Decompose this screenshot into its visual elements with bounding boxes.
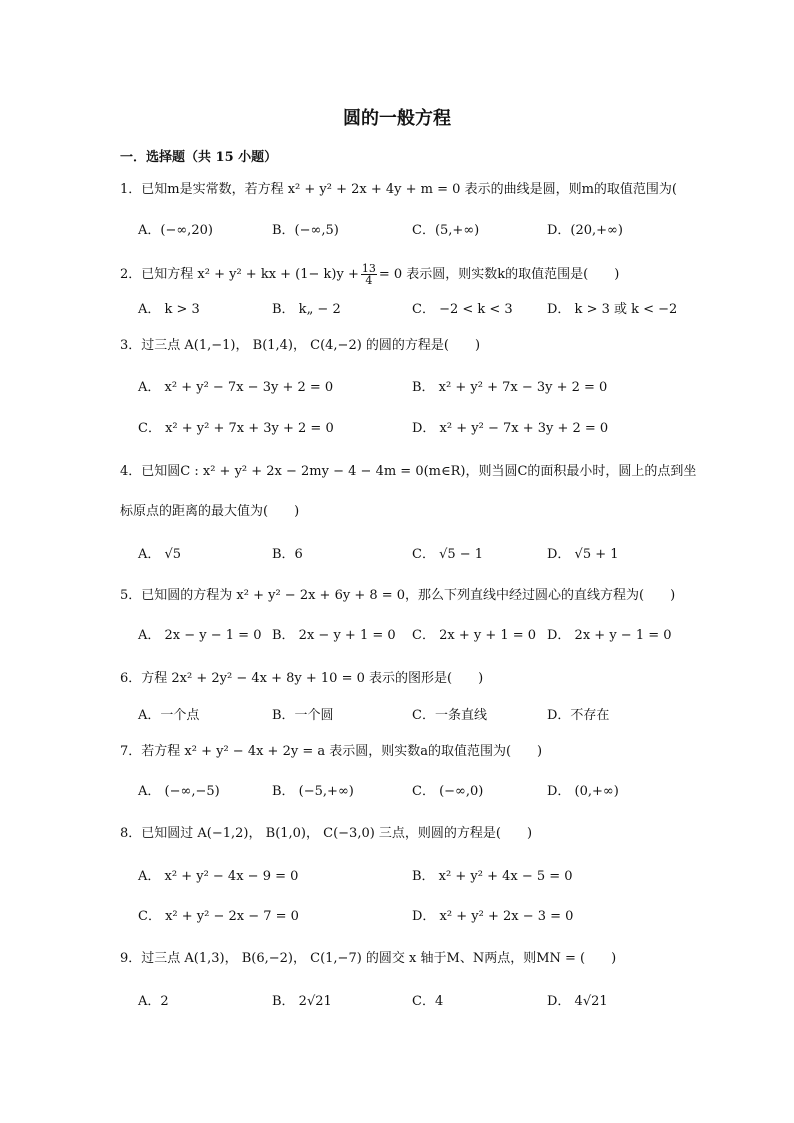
- question-8-option-b: B． x² + y² + 4x − 5 = 0: [412, 869, 573, 884]
- question-3-option-d: D． x² + y² − 7x + 3y + 2 = 0: [412, 421, 609, 436]
- question-5-option-d: D． 2x + y − 1 = 0: [547, 628, 672, 643]
- question-5-option-c: C． 2x + y + 1 = 0: [412, 628, 537, 643]
- question-7-option-a: A． (−∞,−5): [138, 784, 220, 799]
- fraction: [361, 263, 377, 286]
- question-6-option-a: A．一个点: [138, 708, 200, 723]
- fraction-denominator: 4: [365, 274, 373, 287]
- question-2-option-c: C． −2 < k < 3: [412, 302, 513, 317]
- question-3-stem: 3．过三点 A(1,−1)， B(1,4)， C(4,−2) 的圆的方程是( ): [120, 338, 481, 353]
- question-9-stem: 9．过三点 A(1,3)， B(6,−2)， C(1,−7) 的圆交 x 轴于M、N两点，则MN = ( ): [120, 951, 617, 966]
- question-4-stem: 4．已知圆C : x² + y² + 2x − 2my − 4 − 4m = 0(m∈R)，则当圆C的面积最小时，圆上的点到坐: [120, 464, 697, 479]
- question-1-stem: 1．已知m是实常数，若方程 x² + y² + 2x + 4y + m = 0 表示的曲线是圆，则m的取值范围为(: [120, 182, 677, 197]
- question-4-option-a: A． √5: [138, 547, 182, 562]
- question-5-option-b: B． 2x − y + 1 = 0: [272, 628, 396, 643]
- section-heading: 一．选择题（共 15 小题）: [120, 150, 278, 165]
- question-1-option-b: B．(−∞,5): [272, 223, 339, 238]
- question-2-stem-part-a: 2．已知方程 x² + y² + kx + (1− k)y +: [120, 267, 359, 282]
- question-7-option-c: C． (−∞,0): [412, 784, 484, 799]
- question-9-option-a: A．2: [138, 994, 169, 1009]
- page-title: 圆的一般方程: [343, 108, 451, 129]
- question-7-stem: 7．若方程 x² + y² − 4x + 2y = a 表示圆，则实数a的取值范围为( ): [120, 744, 543, 759]
- question-1-option-a: A．(−∞,20): [138, 223, 213, 238]
- question-8-option-a: A． x² + y² − 4x − 9 = 0: [138, 869, 299, 884]
- question-8-option-c: C． x² + y² − 2x − 7 = 0: [138, 909, 299, 924]
- question-9-option-c: C．4: [412, 994, 444, 1009]
- question-1-option-c: C．(5,+∞): [412, 223, 480, 238]
- question-4-stem-continued: 标原点的距离的最大值为( ): [120, 504, 300, 519]
- question-7-option-d: D． (0,+∞): [547, 784, 619, 799]
- question-3-option-b: B． x² + y² + 7x − 3y + 2 = 0: [412, 380, 608, 395]
- fraction-numerator: 13: [361, 262, 376, 275]
- question-2-option-b: B． k„ − 2: [272, 302, 341, 317]
- question-3-option-c: C． x² + y² + 7x + 3y + 2 = 0: [138, 421, 334, 436]
- question-5-stem: 5．已知圆的方程为 x² + y² − 2x + 6y + 8 = 0，那么下列直线中经过圆心的直线方程为( ): [120, 588, 676, 603]
- question-8-stem: 8．已知圆过 A(−1,2)， B(1,0)， C(−3,0) 三点，则圆的方程是( ): [120, 826, 533, 841]
- question-4-option-d: D． √5 + 1: [547, 547, 619, 562]
- question-2-option-d: D． k > 3 或 k < −2: [547, 302, 678, 317]
- question-5-option-a: A． 2x − y − 1 = 0: [138, 628, 262, 643]
- question-4-option-b: B．6: [272, 547, 303, 562]
- question-4-option-c: C． √5 − 1: [412, 547, 484, 562]
- question-6-option-d: D．不存在: [547, 708, 610, 723]
- question-8-option-d: D． x² + y² + 2x − 3 = 0: [412, 909, 574, 924]
- question-2-option-a: A． k > 3: [138, 302, 200, 317]
- question-7-option-b: B． (−5,+∞): [272, 784, 354, 799]
- question-9-option-b: B． 2√21: [272, 994, 332, 1009]
- question-9-option-d: D． 4√21: [547, 994, 608, 1009]
- question-1-option-d: D．(20,+∞): [547, 223, 623, 238]
- question-6-stem: 6．方程 2x² + 2y² − 4x + 8y + 10 = 0 表示的图形是( ): [120, 671, 484, 686]
- question-2-stem-part-b: = 0 表示圆，则实数k的取值范围是( ): [378, 267, 620, 282]
- question-2-stem: [120, 263, 619, 286]
- question-6-option-b: B．一个圆: [272, 708, 334, 723]
- question-3-option-a: A． x² + y² − 7x − 3y + 2 = 0: [138, 380, 334, 395]
- question-6-option-c: C．一条直线: [412, 708, 487, 723]
